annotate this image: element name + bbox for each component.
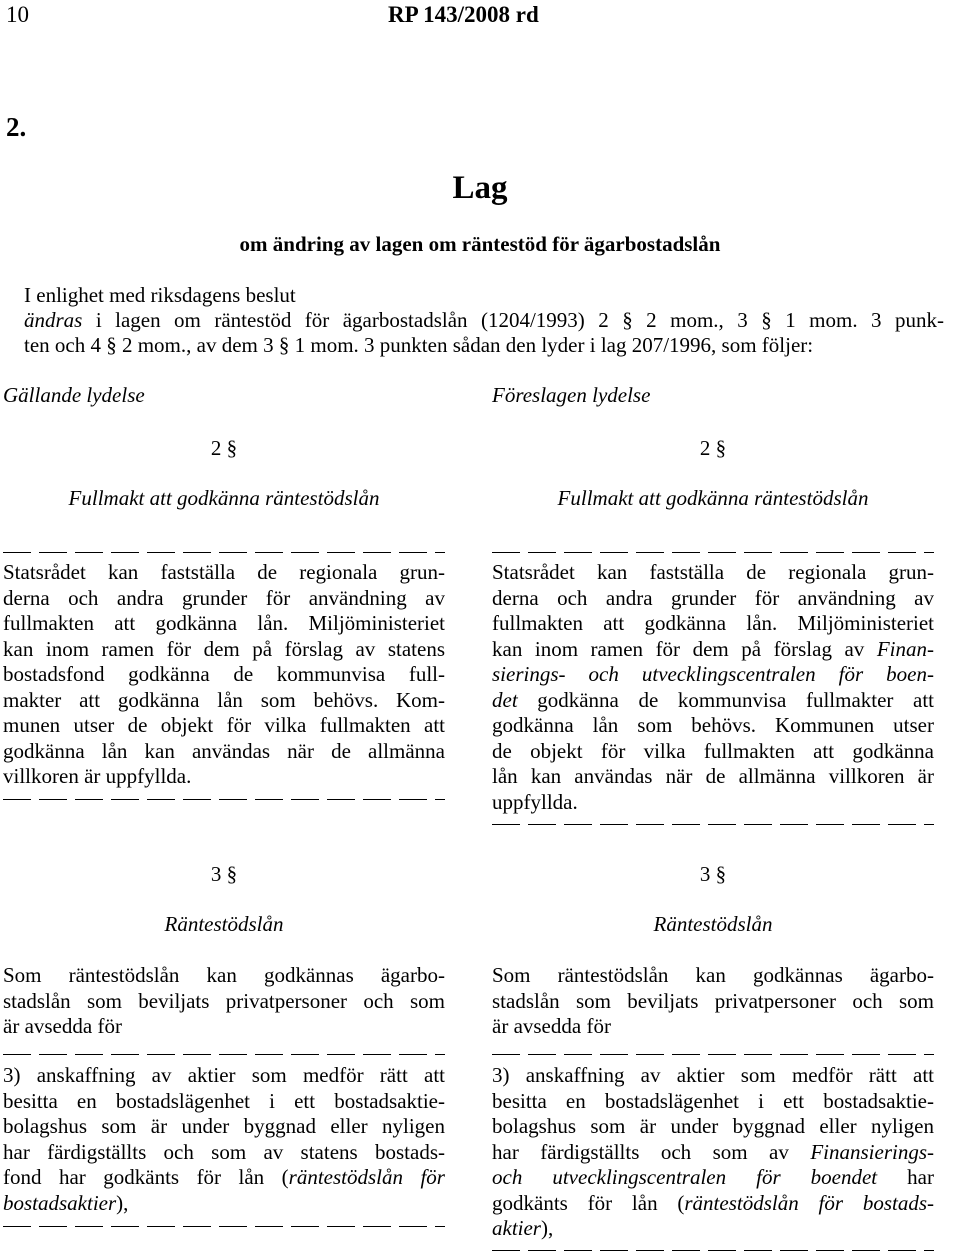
text-line: de objekt för vilka fullmakten att godkänna [492, 738, 934, 763]
omission-line [492, 552, 934, 553]
text-line: munen utser de objekt för vilka fullmakten att [3, 713, 445, 737]
omission-line [492, 1250, 934, 1251]
text-line: Som räntestödslån kan godkännas ägarbo- [492, 963, 934, 987]
text-line: bostadsaktier), [3, 1190, 129, 1215]
text-line: lån kan användas när de allmänna villkoren är [492, 764, 934, 788]
section-2-number: 2 § [699, 436, 727, 460]
text-line: godkänts för lån (räntestödslån för bostads- [492, 1190, 934, 1215]
omission-line [492, 824, 934, 825]
text-line: har färdigställts och som av statens bostads- [3, 1139, 445, 1164]
omission-line [3, 799, 445, 800]
text-line: besitta en bostadslägenhet i ett bostadsaktie- [3, 1088, 445, 1113]
proposed-wording-heading: Föreslagen lydelse [492, 383, 651, 407]
law-subtitle: om ändring av lagen om räntestöd för ägarbostadslån [239, 232, 721, 256]
document-reference: RP 143/2008 rd [388, 2, 539, 27]
text-line: aktier), [492, 1216, 554, 1240]
section-3-intro [3, 963, 445, 1040]
omission-line [3, 1054, 445, 1055]
intro-line: I enlighet med riksdagens beslut [24, 283, 296, 307]
text-line: kan inom ramen för dem på förslag av statens [3, 636, 445, 661]
text-line: makter att godkänna lån som behövs. Kom- [3, 687, 445, 712]
section-3-title: Räntestödslån [653, 912, 773, 936]
section-3-intro [492, 963, 934, 1040]
section-3-point-3 [3, 1063, 445, 1216]
text-line: derna och andra grunder för användning av [492, 585, 934, 610]
section-2-title: Fullmakt att godkänna räntestödslån [557, 486, 869, 510]
text-line: godkänna lån som behövs. Kommunen utser [492, 713, 934, 737]
proposed-wording-column [492, 0, 934, 1259]
text-line: uppfyllda. [492, 789, 578, 814]
section-3-point-3 [492, 1063, 934, 1242]
text-line: stadslån som beviljats privatpersoner och som [3, 988, 445, 1013]
section-2-paragraph [492, 560, 934, 815]
text-line: är avsedda för [492, 1014, 611, 1038]
text-line: kan inom ramen för dem på förslag av Finan- [492, 636, 934, 661]
section-3-title: Räntestödslån [164, 912, 284, 936]
omission-line [3, 1226, 445, 1227]
text-line: fullmakten att godkänna lån. Miljöministeriet [3, 611, 445, 635]
section-3-number: 3 § [699, 862, 727, 886]
section-2-number: 2 § [210, 436, 238, 460]
section-3-number: 3 § [210, 862, 238, 886]
text-line: 3) anskaffning av aktier som medför rätt att [492, 1063, 934, 1087]
text-line: har färdigställts och som av Finansierings- [492, 1139, 934, 1164]
text-line: bolagshus som är under byggnad eller nyligen [3, 1114, 445, 1138]
current-wording-heading: Gällande lydelse [3, 383, 145, 407]
section-2-title: Fullmakt att godkänna räntestödslån [68, 486, 380, 510]
omission-line [492, 1054, 934, 1055]
text-line: sierings- och utvecklingscentralen för boen- [492, 662, 934, 686]
text-line: bolagshus som är under byggnad eller nyligen [492, 1114, 934, 1138]
text-line: besitta en bostadslägenhet i ett bostadsaktie- [492, 1088, 934, 1113]
text-line: fond har godkänts för lån (räntestödslån för [3, 1165, 445, 1189]
text-line: är avsedda för [3, 1014, 122, 1038]
text-line: godkänna lån kan användas när de allmänna [3, 738, 445, 763]
text-line: Statsrådet kan fastställa de regionala grun- [3, 560, 445, 584]
text-line: fullmakten att godkänna lån. Miljöministeriet [492, 611, 934, 635]
intro-line: ten och 4 § 2 mom., av dem 3 § 1 mom. 3 punkten sådan den lyder i lag 207/1996, som följer: [24, 333, 814, 357]
text-line: Statsrådet kan fastställa de regionala grun- [492, 560, 934, 584]
omission-line [3, 552, 445, 553]
item-number: 2. [6, 112, 27, 142]
current-wording-column [3, 0, 445, 1259]
text-line: derna och andra grunder för användning av [3, 585, 445, 610]
text-line: och utvecklingscentralen för boendet har [492, 1165, 934, 1189]
text-line: det godkänna de kommunvisa fullmakter att [492, 687, 934, 712]
text-line: villkoren är uppfyllda. [3, 764, 192, 788]
text-line: stadslån som beviljats privatpersoner och som [492, 988, 934, 1013]
text-line: bostadsfond godkänna de kommunvisa full- [3, 662, 445, 686]
text-line: 3) anskaffning av aktier som medför rätt att [3, 1063, 445, 1087]
section-2-paragraph [3, 560, 445, 790]
page-number: 10 [6, 2, 29, 27]
text-line: Som räntestödslån kan godkännas ägarbo- [3, 963, 445, 987]
law-title: Lag [452, 170, 508, 206]
intro-line: ändras i lagen om räntestöd för ägarbostadslån (1204/1993) 2 § 2 mom., 3 § 1 mom. 3 punk- [24, 308, 944, 332]
